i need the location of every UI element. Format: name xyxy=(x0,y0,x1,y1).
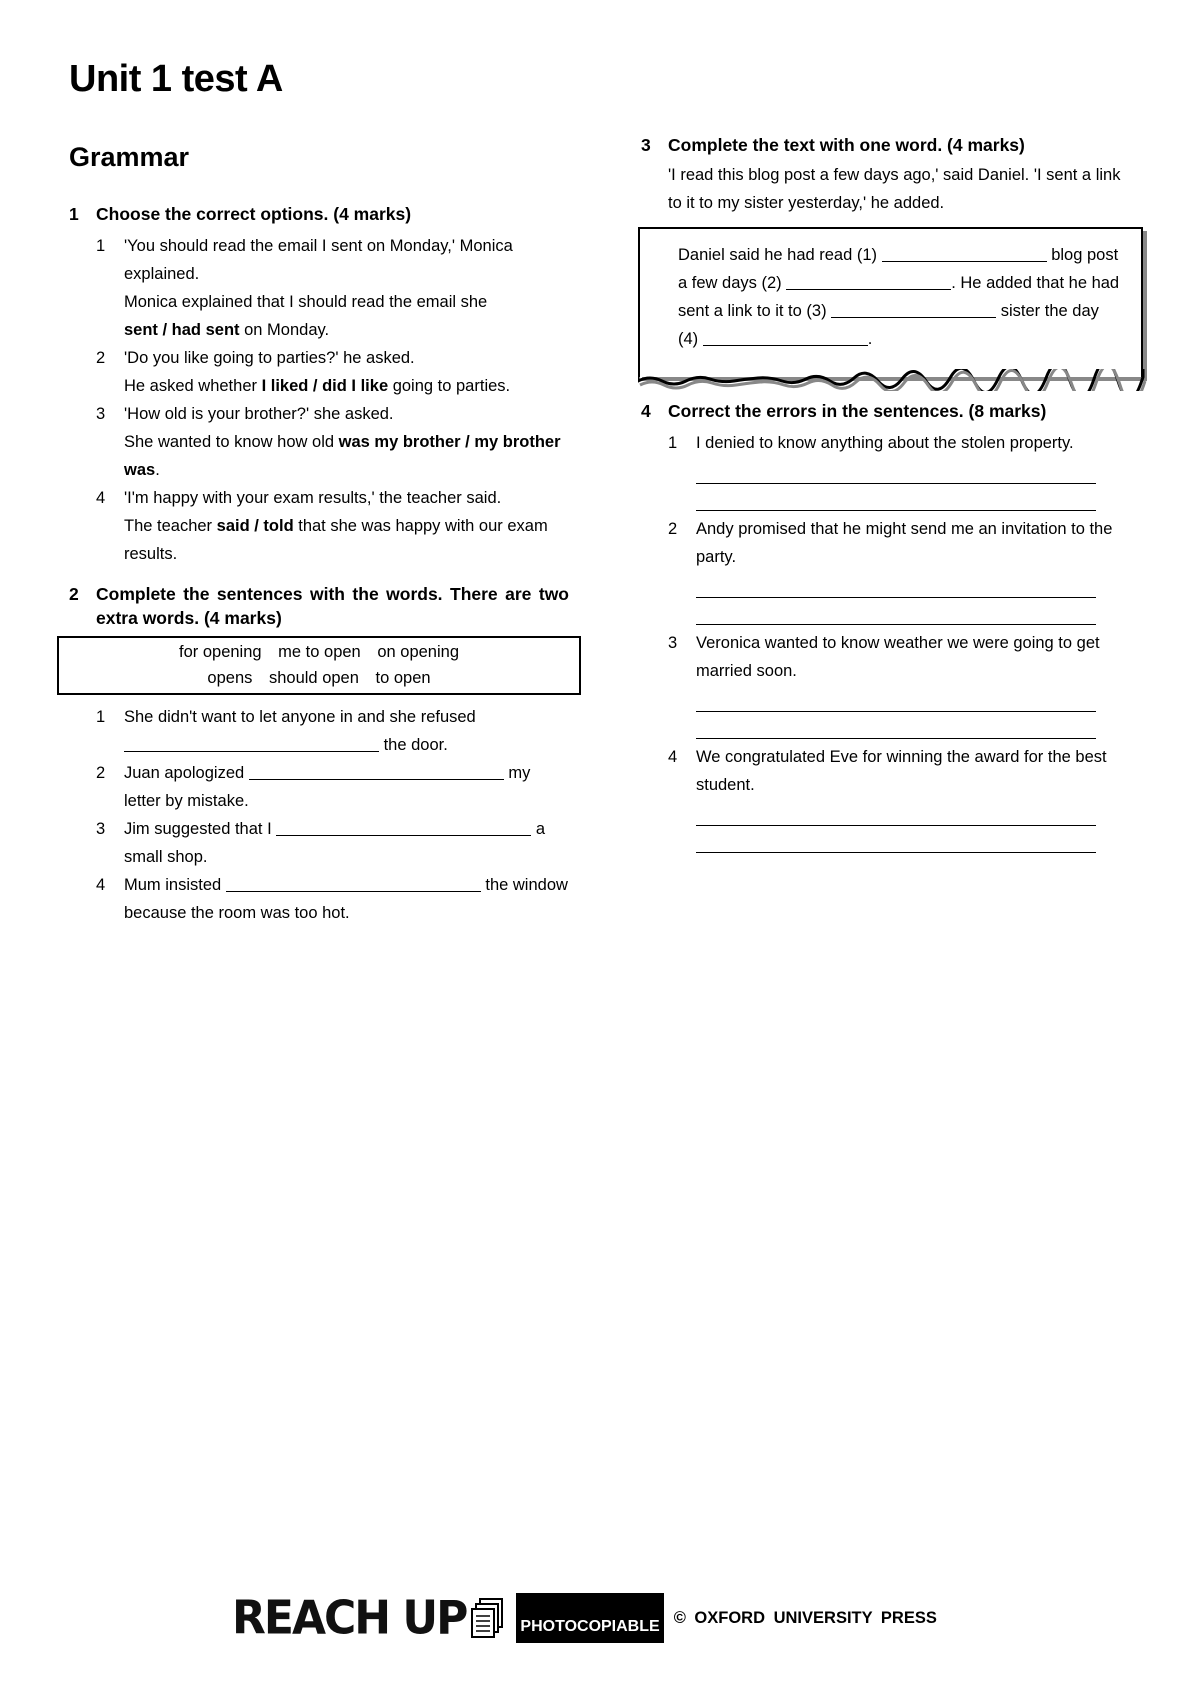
item-number: 1 xyxy=(668,434,678,452)
item-text: 'I'm happy with your exam results,' the teacher said. xyxy=(124,489,502,507)
photocopiable-badge: PHOTOCOPIABLE xyxy=(516,1593,663,1643)
item-text: Mum insisted xyxy=(124,876,226,894)
torn-edge-icon xyxy=(638,369,1147,391)
answer-blank[interactable] xyxy=(786,271,951,290)
item-number: 2 xyxy=(668,520,678,538)
word-option: should open xyxy=(268,669,359,687)
item-text: going to parties. xyxy=(388,377,511,395)
word-option: to open xyxy=(375,669,431,687)
answer-line[interactable] xyxy=(696,799,1096,826)
answer-line[interactable] xyxy=(696,457,1096,484)
question-title: Complete the text with one word. (4 marks) xyxy=(668,135,1025,155)
passage-text: blog post a few days (2) xyxy=(678,246,1119,292)
question-4-items xyxy=(641,429,1131,853)
item-text: Monica explained that I should read the email she xyxy=(124,293,488,311)
list-item xyxy=(641,429,1131,511)
question-number: 3 xyxy=(641,135,651,155)
list-item xyxy=(69,344,569,400)
item-text: Jim suggested that I xyxy=(124,820,277,838)
item-text: I denied to know anything about the stolen property. xyxy=(696,434,1074,452)
answer-line[interactable] xyxy=(696,712,1096,739)
answer-blank[interactable] xyxy=(249,761,504,780)
item-number: 1 xyxy=(96,708,106,726)
item-text: Juan apologized xyxy=(124,764,249,782)
answer-blank[interactable] xyxy=(276,817,531,836)
item-number: 4 xyxy=(96,489,106,507)
question-1 xyxy=(69,202,569,568)
list-item xyxy=(69,232,569,344)
item-text: explained. xyxy=(124,265,200,283)
item-number: 4 xyxy=(96,876,106,894)
answer-blank[interactable] xyxy=(882,243,1047,262)
answer-options[interactable]: sent / had sent xyxy=(124,321,240,339)
question-3 xyxy=(641,133,1131,377)
brand-logo xyxy=(232,1593,504,1644)
item-text: Veronica wanted to know weather we were going to get married soon. xyxy=(696,634,1100,680)
brand-name: REACH UP xyxy=(232,1591,467,1645)
passage-text: Daniel said he had read (1) xyxy=(678,246,882,264)
list-item xyxy=(69,484,569,568)
passage-text: . xyxy=(867,330,873,348)
answer-options[interactable]: was my brother / my brother was xyxy=(124,433,561,479)
word-option: me to open xyxy=(278,643,361,661)
list-item xyxy=(69,400,569,484)
item-text: He asked whether xyxy=(124,377,262,395)
item-text: The teacher xyxy=(124,517,217,535)
answer-options[interactable]: said / told xyxy=(216,517,294,535)
word-option: for opening xyxy=(179,643,262,661)
answer-line[interactable] xyxy=(696,826,1096,853)
question-title: Complete the sentences with the words. There are two extra words. (4 marks) xyxy=(96,584,569,628)
question-number: 4 xyxy=(641,401,651,421)
text-box-content xyxy=(638,227,1143,377)
question-4 xyxy=(641,399,1131,853)
question-title: Choose the correct options. (4 marks) xyxy=(96,204,412,224)
answer-line[interactable] xyxy=(696,598,1096,625)
list-item xyxy=(69,871,569,927)
question-number: 1 xyxy=(69,204,79,224)
question-4-heading xyxy=(641,399,1131,423)
item-number: 3 xyxy=(96,820,106,838)
list-item xyxy=(69,759,569,815)
item-number: 2 xyxy=(96,349,106,367)
question-number: 2 xyxy=(69,584,79,604)
item-text: a small shop. xyxy=(124,820,546,866)
answer-line[interactable] xyxy=(696,484,1096,511)
item-text: the window because the room was too hot. xyxy=(124,876,568,922)
section-title-grammar: Grammar xyxy=(69,142,190,172)
item-number: 3 xyxy=(668,634,678,652)
question-title: Correct the errors in the sentences. (8 marks) xyxy=(668,401,1047,421)
answer-line[interactable] xyxy=(696,685,1096,712)
question-2-heading xyxy=(69,582,569,630)
right-column xyxy=(641,133,1131,867)
item-text: 'Do you like going to parties?' he asked. xyxy=(124,349,415,367)
item-text: . xyxy=(155,461,160,479)
item-number: 2 xyxy=(96,764,106,782)
word-option: on opening xyxy=(377,643,459,661)
list-item xyxy=(641,515,1131,625)
footer xyxy=(232,1590,937,1646)
question-1-heading xyxy=(69,202,569,226)
left-column xyxy=(69,202,569,941)
item-text: We congratulated Eve for winning the award for the best student. xyxy=(696,748,1107,794)
item-text: She didn't want to let anyone in and she refused xyxy=(124,708,476,726)
list-item xyxy=(641,743,1131,853)
answer-blank[interactable] xyxy=(124,733,379,752)
item-number: 4 xyxy=(668,748,678,766)
answer-blank[interactable] xyxy=(831,299,996,318)
passage-text: . He added that he had sent a link to it to (3) xyxy=(678,274,1120,320)
page-title: Unit 1 test A xyxy=(69,58,283,100)
question-3-heading xyxy=(641,133,1131,157)
item-text: that she was happy with our exam results. xyxy=(124,517,548,563)
copyright-text: © OXFORD UNIVERSITY PRESS xyxy=(673,1608,937,1627)
item-text: Andy promised that he might send me an invitation to the party. xyxy=(696,520,1113,566)
answer-options[interactable]: I liked / did I like xyxy=(261,377,389,395)
list-item xyxy=(69,815,569,871)
item-text: 'You should read the email I sent on Monday,' Monica xyxy=(124,237,513,255)
item-text: my letter by mistake. xyxy=(124,764,531,810)
question-2-items xyxy=(69,703,569,927)
question-1-items xyxy=(69,232,569,568)
stacked-pages-icon xyxy=(470,1597,504,1639)
question-2 xyxy=(69,582,569,927)
item-number: 3 xyxy=(96,405,106,423)
list-item xyxy=(69,703,569,759)
item-text: the door. xyxy=(379,736,448,754)
text-box xyxy=(638,227,1143,377)
item-text: She wanted to know how old xyxy=(124,433,339,451)
passage-text: sister the day (4) xyxy=(678,302,1099,348)
answer-blank[interactable] xyxy=(226,873,481,892)
answer-blank[interactable] xyxy=(703,327,868,346)
list-item xyxy=(641,629,1131,739)
question-3-intro: 'I read this blog post a few days ago,' said Daniel. 'I sent a link to it to my sister yesterday,' he added. xyxy=(668,166,1121,212)
word-option: opens xyxy=(207,669,253,687)
word-box xyxy=(57,636,581,695)
item-text: on Monday. xyxy=(239,321,330,339)
item-number: 1 xyxy=(96,237,106,255)
answer-line[interactable] xyxy=(696,571,1096,598)
item-text: 'How old is your brother?' she asked. xyxy=(124,405,394,423)
